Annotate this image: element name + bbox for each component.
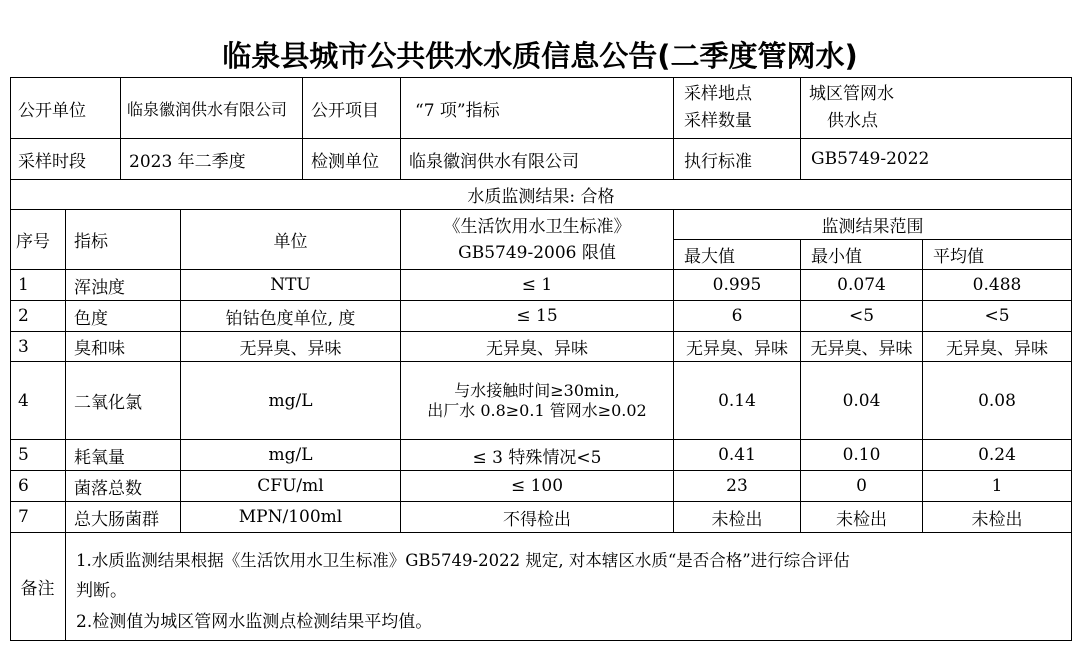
table-row-max: 0.995 (712, 275, 762, 295)
header-limit-line-2: GB5749-2006 限值 (458, 242, 616, 263)
border-line (10, 532, 1072, 533)
table-row-limit: ≤ 1 (521, 275, 553, 295)
table-row-min: <5 (848, 306, 875, 326)
water-quality-table (10, 0, 1072, 651)
table-row-max: 6 (731, 306, 743, 326)
header-avg: 平均值 (933, 247, 984, 267)
table-row-avg: 0.24 (978, 445, 1016, 465)
border-line (10, 640, 1072, 641)
header-max: 最大值 (684, 247, 735, 267)
table-row-name: 臭和味 (74, 339, 125, 359)
table-row-name: 二氧化氯 (74, 393, 142, 413)
table-row-avg: 1 (991, 476, 1003, 496)
table-row-name: 色度 (74, 308, 108, 329)
table-row-unit: NTU (270, 275, 311, 295)
border-line (65, 532, 66, 640)
table-row-max: 0.41 (718, 445, 756, 465)
table-row-limit (401, 362, 673, 439)
header-min: 最小值 (811, 247, 862, 267)
table-row-max: 23 (726, 476, 748, 496)
table-row-max: 未检出 (711, 509, 763, 530)
table-row-avg: 无异臭、异味 (946, 339, 1048, 359)
sampling-site-value (801, 78, 1071, 138)
table-row-name: 浑浊度 (74, 277, 125, 298)
sampling-site-value-2: 供水点 (827, 111, 878, 131)
period-value: 2023 年二季度 (129, 151, 246, 172)
table-row-avg: 0.488 (972, 275, 1022, 295)
table-row-name: 菌落总数 (74, 478, 142, 499)
notes-label: 备注 (20, 579, 55, 599)
header-unit: 单位 (273, 232, 308, 252)
table-row-no: 3 (18, 336, 29, 357)
note-line-3: 2.检测值为城区管网水监测点检测结果平均值。 (76, 612, 433, 632)
sampling-site-label-2: 采样数量 (684, 111, 752, 131)
table-row-unit: 铂钴色度单位, 度 (225, 308, 356, 329)
lab-value: 临泉徽润供水有限公司 (409, 151, 579, 172)
table-row-min: 0 (856, 476, 867, 496)
sampling-site-value-1: 城区管网水 (809, 84, 894, 104)
table-row-avg: 未检出 (971, 509, 1023, 530)
header-limit-line-1: 《生活饮用水卫生标准》 (443, 216, 631, 237)
sampling-site-label (674, 78, 800, 138)
period-label: 采样时段 (18, 151, 86, 172)
limit-line-2: 出厂水 0.8≥0.1 管网水≥0.02 (427, 400, 647, 420)
header-limit (401, 210, 673, 269)
table-row-no: 5 (18, 445, 29, 465)
border-line (1071, 77, 1072, 641)
table-row-min: 0.10 (842, 445, 881, 465)
table-row-max: 0.14 (718, 390, 756, 411)
table-row-limit: ≤ 100 (510, 476, 564, 496)
header-range: 监测结果范围 (821, 217, 924, 237)
limit-line-1: 与水接触时间≥30min, (454, 380, 620, 400)
table-row-no: 7 (18, 507, 29, 527)
standard-label: 执行标准 (684, 151, 752, 172)
header-no: 序号 (16, 232, 50, 252)
table-row-max: 无异臭、异味 (686, 339, 788, 359)
table-row-min: 未检出 (836, 509, 887, 530)
table-row-name: 耗氧量 (74, 447, 125, 468)
unit-value: 临泉徽润供水有限公司 (127, 99, 288, 119)
table-row-min: 0.04 (842, 390, 881, 411)
table-row-no: 2 (18, 306, 29, 326)
lab-label: 检测单位 (311, 151, 379, 172)
table-row-no: 4 (18, 390, 29, 411)
table-row-no: 1 (18, 275, 29, 295)
note-line-1: 1.水质监测结果根据《生活饮用水卫生标准》GB5749-2022 规定, 对本辖区水质“是否合格”进行综合评估 (76, 551, 850, 570)
header-indicator: 指标 (74, 232, 108, 252)
standard-value: GB5749-2022 (811, 149, 930, 169)
table-row-unit: 无异臭、异味 (239, 339, 342, 359)
unit-label: 公开单位 (18, 100, 86, 121)
table-row-limit: ≤ 3 特殊情况<5 (472, 447, 602, 468)
note-line-2: 判断。 (76, 581, 127, 601)
sampling-site-label-1: 采样地点 (684, 84, 752, 104)
table-row-limit: ≤ 15 (516, 306, 558, 326)
table-row-limit: 不得检出 (503, 509, 571, 530)
table-row-unit: CFU/ml (257, 476, 324, 496)
table-row-unit: mg/L (268, 390, 313, 411)
table-row-name: 总大肠菌群 (74, 509, 159, 530)
table-row-min: 0.074 (837, 275, 886, 295)
item-label: 公开项目 (311, 100, 379, 121)
table-row-avg: 0.08 (978, 390, 1016, 411)
table-row-unit: mg/L (268, 445, 313, 465)
table-row-avg: <5 (984, 306, 1010, 326)
result-banner: 水质监测结果: 合格 (467, 187, 615, 207)
table-row-limit: 无异臭、异味 (486, 339, 588, 359)
item-value: “7 项”指标 (415, 100, 500, 121)
table-row-min: 无异臭、异味 (810, 339, 913, 359)
table-row-unit: MPN/100ml (238, 507, 343, 527)
table-row-no: 6 (18, 476, 29, 496)
page-title: 临泉县城市公共供水水质信息公告(二季度管网水) (222, 39, 858, 73)
